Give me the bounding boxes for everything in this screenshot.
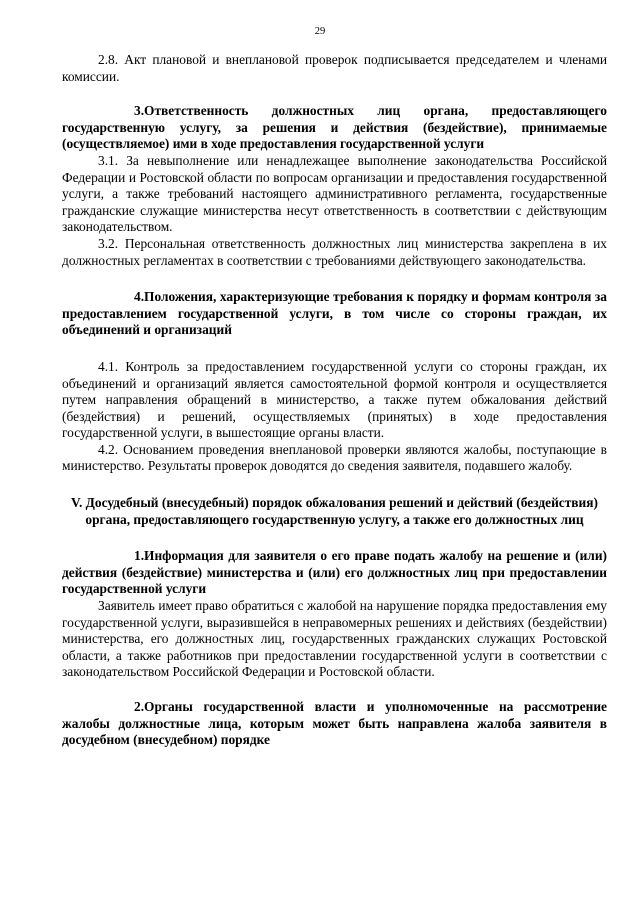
heading-4-text: Положения, характеризующие требования к порядку и формам контроля за предоставлением государственной услуги, в том числе со стороны граждан, их объединений и организаций (62, 289, 607, 338)
heading-5-1-text: Информация для заявителя о его праве подать жалобу на решение и (или) действия (бездействие) министерства и (или) его должностных лиц при предоставлении государственной услуги (62, 548, 607, 597)
heading-5-2-text: Органы государственной власти и уполномоченные на рассмотрение жалобы должностные лица, которым может быть направлена жалоба заявителя в досудебном (внесудебном) порядке (62, 699, 607, 748)
heading-3 (62, 103, 607, 153)
heading-5-1-number: 1. (134, 548, 145, 564)
heading-5-1 (62, 548, 607, 598)
heading-5-2 (62, 699, 607, 749)
heading-3-text: Ответственность должностных лиц органа, предоставляющего государственную услугу, за решения и действия (бездействие), принимаемые (осуществляемое) ими в ходе предоставления государственной услуги (62, 103, 607, 152)
paragraph-3-1: 3.1. За невыполнение или ненадлежащее выполнение законодательства Российской Федерации и Ростовской области по вопросам организации и предоставления государственной услуги, а также требований настоящего административного регламента, государственные гражданские служащие министерства несут ответственность в соответствии с действующим законодательством. (62, 152, 607, 235)
heading-3-number: 3. (134, 103, 145, 119)
heading-5-2-number: 2. (134, 699, 145, 714)
paragraph-4-1: 4.1. Контроль за предоставлением государственной услуги со стороны граждан, их объединений и организаций является самостоятельной формой контроля и осуществляется путем направления обращений в министерство, а также путем обжалования действий (бездействия) и решений, осуществляемых (принятых) в ходе предоставления государственной услуги, в вышестоящие органы власти. (62, 358, 607, 441)
paragraph-5-1: Заявитель имеет право обратиться с жалобой на нарушение порядка предоставления ему государственной услуги, выразившейся в неправомерных решениях и действиях (бездействии) министерства, его должностных лиц, государственных гражданских служащих Ростовской области, а также работников при предоставлении государственной услуги в соответствии с законодательством Российской Федерации и Ростовской области. (62, 598, 607, 680)
heading-4-number: 4. (134, 289, 145, 305)
document-body (62, 52, 607, 749)
paragraph-2-8: 2.8. Акт плановой и внеплановой проверок подписывается председателем и членами комиссии. (62, 52, 607, 84)
paragraph-4-2: 4.2. Основанием проведения внеплановой проверки являются жалобы, поступающие в министерство. Результаты проверок доводятся до сведения заявителя, подавшего жалобу. (62, 441, 607, 474)
heading-4 (62, 289, 607, 339)
paragraph-3-2: 3.2. Персональная ответственность должностных лиц министерства закреплена в их должностных регламентах в соответствии с требованиями действующего законодательства. (62, 235, 607, 268)
page-number: 29 (314, 26, 326, 37)
section-5-title: V. Досудебный (внесудебный) порядок обжалования решений и действий (бездействия) органа, предоставляющего государственную услугу, а также его должностных лиц (71, 495, 598, 527)
